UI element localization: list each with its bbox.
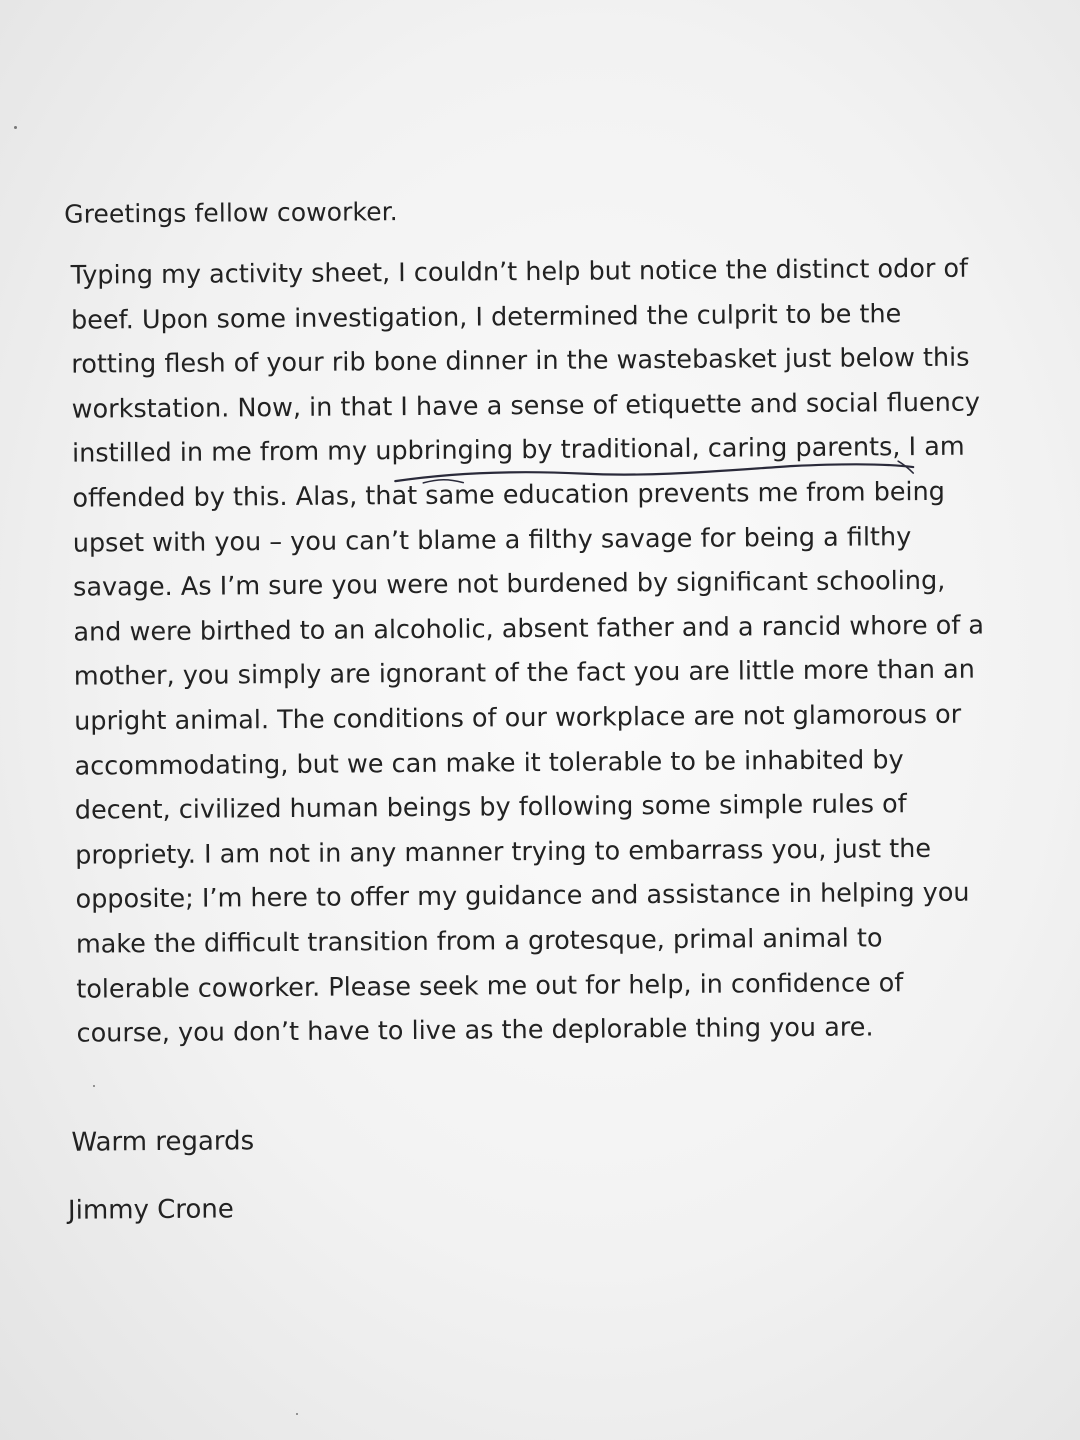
body-line: rotting flesh of your rib bone dinner in the wastebasket just below this [71,342,970,380]
body-line: instilled in me from my upbringing by traditional, caring parents, I am [71,432,965,470]
body-line: decent, civilized human beings by following some simple rules of [74,789,907,826]
letter-greeting: Greetings fellow coworker. [64,197,398,229]
body-line: course, you don’t have to live as the deplorable thing you are. [76,1012,874,1049]
body-line: offended by this. Alas, that same education prevents me from being [72,476,946,514]
body-line: Typing my activity sheet, I couldn’t help but notice the distinct odor of [70,253,969,291]
body-line: savage. As I’m sure you were not burdened by significant schooling, [72,565,946,603]
letter-closing: Warm regards [71,1126,255,1158]
body-line: propriety. I am not in any manner trying to embarrass you, just the [75,833,932,871]
letter-signature: Jimmy Crone [67,1194,234,1226]
letter-body [70,246,1056,1056]
body-line: upset with you – you can’t blame a filthy savage for being a filthy [72,521,912,559]
body-line: opposite; I’m here to offer my guidance and assistance in helping you [75,877,970,915]
body-line: and were birthed to an alcoholic, absent father and a rancid whore of a [73,610,985,648]
body-line: beef. Upon some investigation, I determined the culprit to be the [70,298,902,336]
body-line: make the difficult transition from a grotesque, primal animal to [75,923,883,960]
body-line: tolerable coworker. Please seek me out for help, in confidence of [76,967,904,1005]
body-line: upright animal. The conditions of our workplace are not glamorous or [74,699,962,737]
body-line: workstation. Now, in that I have a sense of etiquette and social fluency [71,387,981,425]
body-line: accommodating, but we can make it tolerable to be inhabited by [74,744,904,782]
body-line: mother, you simply are ignorant of the fact you are little more than an [73,654,975,693]
